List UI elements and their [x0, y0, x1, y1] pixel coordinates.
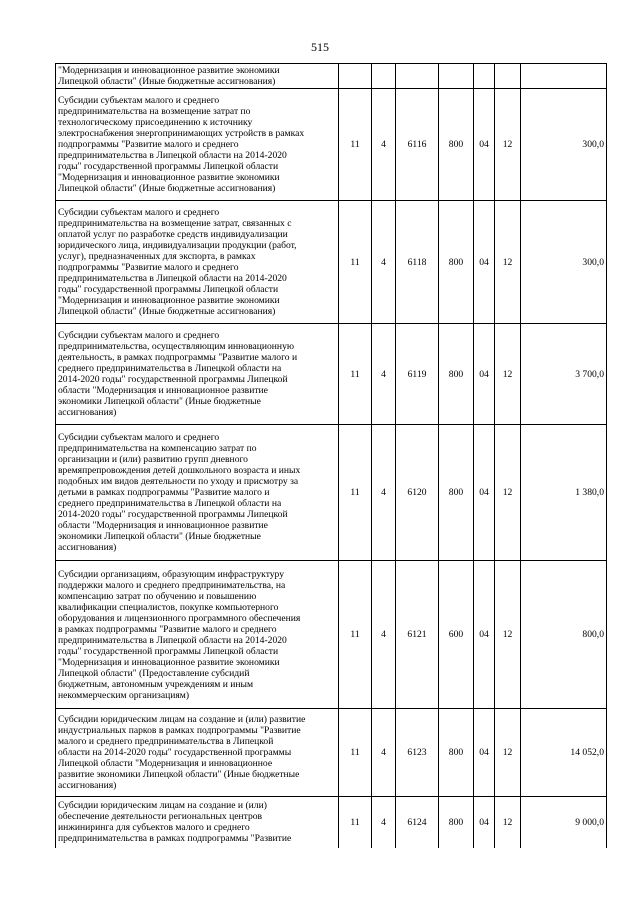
cell-code-2	[372, 64, 396, 89]
table-row	[56, 89, 607, 201]
cell-code-1: 11	[339, 425, 372, 561]
cell-code-1: 11	[339, 201, 372, 324]
cell-amount: 3 700,0	[521, 324, 607, 425]
table-row	[56, 64, 607, 89]
cell-code-4: 800	[439, 324, 474, 425]
cell-code-1: 11	[339, 797, 372, 848]
cell-code-5: 04	[474, 797, 495, 848]
cell-code-3: 6120	[396, 425, 439, 561]
cell-code-6: 12	[495, 797, 521, 848]
cell-code-1: 11	[339, 709, 372, 797]
row-description: Субсидии субъектам малого и среднего предпринимательства, осуществляющим инновационную деятельность, в рамках подпрограммы "Развитие малого и среднего предпринимательства в Липецкой области на 2014-2020 годы" государственной программы Липецкой области "Модернизация и инновационное развитие экономики Липецкой области" (Иные бюджетные ассигнования)	[56, 324, 339, 425]
table-body	[56, 64, 607, 848]
table-row	[56, 425, 607, 561]
cell-amount: 1 380,0	[521, 425, 607, 561]
cell-code-5: 04	[474, 89, 495, 201]
budget-table	[55, 63, 607, 848]
cell-code-4: 800	[439, 89, 474, 201]
cell-code-1	[339, 64, 372, 89]
cell-code-3: 6116	[396, 89, 439, 201]
cell-code-3: 6118	[396, 201, 439, 324]
row-description: Субсидии юридическим лицам на создание и (или) обеспечение деятельности региональных центров инжиниринга для субъектов малого и среднего предпринимательства в рамках подпрограммы "Развитие	[56, 797, 339, 848]
cell-code-6: 12	[495, 709, 521, 797]
cell-amount: 9 000,0	[521, 797, 607, 848]
cell-code-1: 11	[339, 324, 372, 425]
table-row	[56, 709, 607, 797]
cell-code-4: 800	[439, 797, 474, 848]
cell-code-3: 6119	[396, 324, 439, 425]
cell-code-2: 4	[372, 89, 396, 201]
cell-code-2: 4	[372, 561, 396, 709]
cell-code-4: 800	[439, 425, 474, 561]
table-row	[56, 797, 607, 848]
cell-code-2: 4	[372, 201, 396, 324]
cell-code-6: 12	[495, 425, 521, 561]
row-description: Субсидии субъектам малого и среднего предпринимательства на возмещение затрат, связанных с оплатой услуг по разработке средств индивидуализации юридического лица, индивидуализации продукции (работ, услуг), предназначенных для экспорта, в рамках подпрограммы "Развитие малого и среднего предпринимательства в Липецкой области на 2014-2020 годы" государственной программы Липецкой области "Модернизация и инновационное развитие экономики Липецкой области" (Иные бюджетные ассигнования)	[56, 201, 339, 324]
cell-code-2: 4	[372, 425, 396, 561]
cell-code-4: 600	[439, 561, 474, 709]
cell-code-2: 4	[372, 709, 396, 797]
cell-code-5: 04	[474, 425, 495, 561]
cell-code-2: 4	[372, 324, 396, 425]
row-description: Субсидии организациям, образующим инфраструктуру поддержки малого и среднего предпринимательства, на компенсацию затрат по обучению и повышению квалификации специалистов, покупке компьютерного оборудования и лицензионного программного обеспечения в рамках подпрограммы "Развитие малого и среднего предпринимательства в Липецкой области на 2014-2020 годы" государственной программы Липецкой области "Модернизация и инновационное развитие экономики Липецкой области" (Предоставление субсидий бюджетным, автономным учреждениям и иным некоммерческим организациям)	[56, 561, 339, 709]
cell-code-5: 04	[474, 561, 495, 709]
cell-amount: 300,0	[521, 89, 607, 201]
row-description: Субсидии субъектам малого и среднего предпринимательства на возмещение затрат по технологическому присоединению к источнику электроснабжения энергопринимающих устройств в рамках подпрограммы "Развитие малого и среднего предпринимательства в Липецкой области на 2014-2020 годы" государственной программы Липецкой области "Модернизация и инновационное развитие экономики Липецкой области" (Иные бюджетные ассигнования)	[56, 89, 339, 201]
cell-amount	[521, 64, 607, 89]
cell-code-3: 6124	[396, 797, 439, 848]
cell-code-6: 12	[495, 201, 521, 324]
cell-code-4: 800	[439, 709, 474, 797]
cell-code-3	[396, 64, 439, 89]
cell-code-2: 4	[372, 797, 396, 848]
cell-code-3: 6121	[396, 561, 439, 709]
row-description: Субсидии юридическим лицам на создание и (или) развитие индустриальных парков в рамках подпрограммы "Развитие малого и среднего предпринимательства в Липецкой области на 2014-2020 годы" государственной программы Липецкой области "Модернизация и инновационное развитие экономики Липецкой области" (Иные бюджетные ассигнования)	[56, 709, 339, 797]
table-row	[56, 201, 607, 324]
table-row	[56, 561, 607, 709]
cell-code-3: 6123	[396, 709, 439, 797]
cell-amount: 800,0	[521, 561, 607, 709]
row-description: "Модернизация и инновационное развитие экономики Липецкой области" (Иные бюджетные ассигнования)	[56, 64, 339, 89]
cell-code-5: 04	[474, 201, 495, 324]
table-row	[56, 324, 607, 425]
cell-amount: 14 052,0	[521, 709, 607, 797]
cell-code-6: 12	[495, 561, 521, 709]
cell-code-6: 12	[495, 89, 521, 201]
cell-code-5	[474, 64, 495, 89]
page-number: 515	[311, 40, 329, 54]
row-description: Субсидии субъектам малого и среднего предпринимательства на компенсацию затрат по организации и (или) развитию групп дневного времяпрепровождения детей дошкольного возраста и иных подобных им видов деятельности по уходу и присмотру за детьми в рамках подпрограммы "Развитие малого и среднего предпринимательства в Липецкой области на 2014-2020 годы" государственной программы Липецкой области "Модернизация и инновационное развитие экономики Липецкой области" (Иные бюджетные ассигнования)	[56, 425, 339, 561]
cell-code-4	[439, 64, 474, 89]
cell-code-6: 12	[495, 324, 521, 425]
cell-code-4: 800	[439, 201, 474, 324]
cell-code-6	[495, 64, 521, 89]
cell-code-1: 11	[339, 89, 372, 201]
cell-code-5: 04	[474, 324, 495, 425]
cell-code-5: 04	[474, 709, 495, 797]
cell-code-1: 11	[339, 561, 372, 709]
cell-amount: 300,0	[521, 201, 607, 324]
